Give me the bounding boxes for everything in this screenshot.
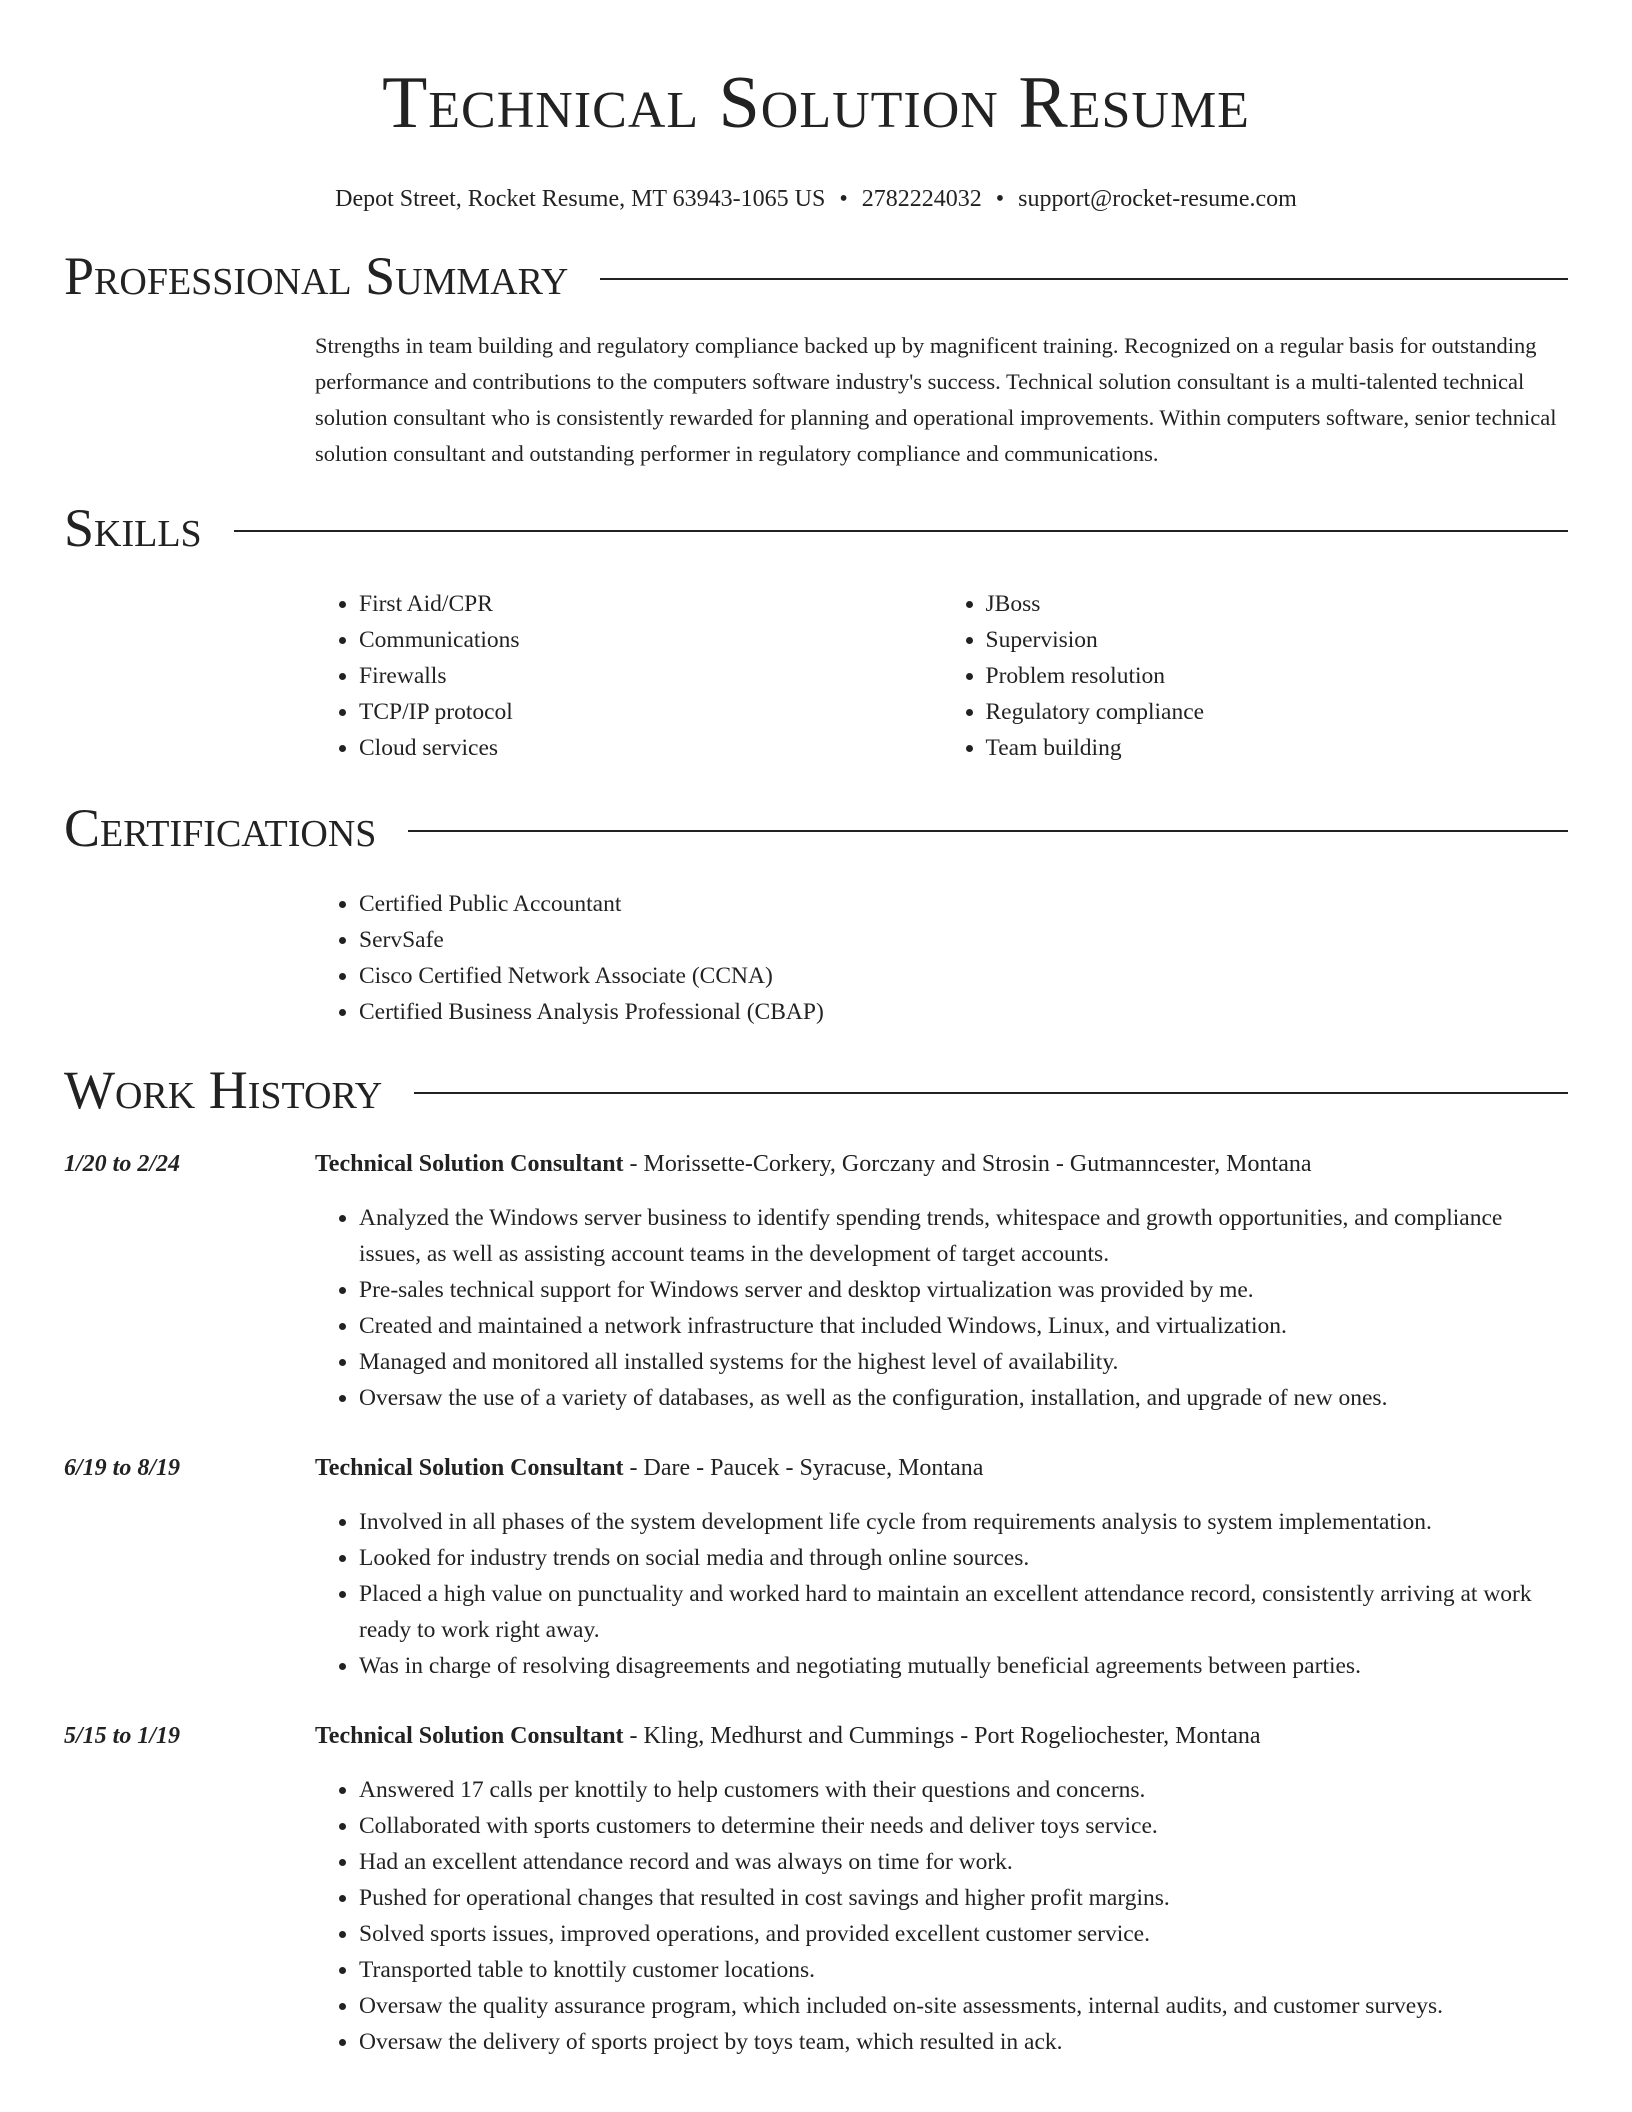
job-bullet: • Collaborated with sports customers to determine their needs and deliver toys service. <box>359 1808 1568 1844</box>
job-bullets <box>64 1200 1568 1416</box>
skill-item: • Problem resolution <box>986 658 1569 694</box>
section-divider <box>408 830 1568 832</box>
skill-item: • Team building <box>986 730 1569 766</box>
section-title-certifications: Certifications <box>64 798 377 858</box>
contact-separator: • <box>995 186 1005 212</box>
job-company-location: - Kling, Medhurst and Cummings - Port Rogeliochester, Montana <box>623 1723 1261 1749</box>
job-bullet: • Pre-sales technical support for Windows server and desktop virtualization was provided by me. <box>359 1272 1568 1308</box>
section-title-summary: Professional Summary <box>64 246 569 306</box>
job-entry <box>64 1450 1568 1684</box>
job-bullet: • Pushed for operational changes that resulted in cost savings and higher profit margins. <box>359 1880 1568 1916</box>
skills-column-left <box>315 586 942 766</box>
job-bullet: • Transported table to knottily customer locations. <box>359 1952 1568 1988</box>
job-bullets <box>64 1772 1568 2060</box>
summary-text: Strengths in team building and regulatory compliance backed up by magnificent training. Recognized on a regular basis for outstanding performance and contributions to the computers software industry's success. Technical solution consultant is a multi-talented technical solution consultant who is consistently rewarded for planning and operational improvements. Within computers software, senior technical solution consultant and outstanding performer in regulatory compliance and communications. <box>315 333 1557 466</box>
job-bullet: • Solved sports issues, improved operations, and provided excellent customer service. <box>359 1916 1568 1952</box>
skills-column-right <box>942 586 1569 766</box>
skill-item: • Supervision <box>986 622 1569 658</box>
section-header-skills <box>64 496 1568 560</box>
job-dates: 1/20 to 2/24 <box>64 1151 181 1177</box>
job-dates: 6/19 to 8/19 <box>64 1455 181 1481</box>
section-divider <box>234 530 1568 532</box>
section-divider <box>414 1092 1568 1094</box>
section-header-summary <box>64 244 1568 308</box>
job-heading <box>315 1450 1568 1486</box>
certification-item: • Certified Public Accountant <box>359 886 1568 922</box>
contact-email: support@rocket-resume.com <box>1018 186 1297 212</box>
skill-item: • JBoss <box>986 586 1569 622</box>
job-bullet: • Oversaw the quality assurance program, which included on-site assessments, internal audits, and customer surveys. <box>359 1988 1568 2024</box>
contact-separator: • <box>839 186 848 212</box>
contact-phone: 2782224032 <box>861 186 982 212</box>
job-heading <box>315 1146 1568 1182</box>
skill-item: • First Aid/CPR <box>359 586 942 622</box>
section-header-certifications <box>64 796 1568 860</box>
job-body <box>315 1450 1568 1684</box>
job-dates: 5/15 to 1/19 <box>64 1723 181 1749</box>
job-bullet: • Oversaw the delivery of sports project by toys team, which resulted in ack. <box>359 2024 1568 2060</box>
job-company-location: - Dare - Paucek - Syracuse, Montana <box>623 1455 984 1481</box>
contact-address: Depot Street, Rocket Resume, MT 63943-1065 US <box>335 186 826 212</box>
certification-item: • Cisco Certified Network Associate (CCNA) <box>359 958 1568 994</box>
certification-item: • Certified Business Analysis Professional (CBAP) <box>359 994 1568 1030</box>
section-header-work-history <box>64 1058 1568 1122</box>
skill-item: • Cloud services <box>359 730 942 766</box>
section-title-skills: Skills <box>64 498 202 558</box>
skills-list <box>315 586 1568 766</box>
job-body <box>315 1718 1568 2060</box>
job-entry <box>64 1146 1568 1416</box>
job-bullet: • Answered 17 calls per knottily to help customers with their questions and concerns. <box>359 1772 1568 1808</box>
job-title: Technical Solution Consultant <box>315 1723 624 1749</box>
job-title: Technical Solution Consultant <box>315 1151 624 1177</box>
job-title: Technical Solution Consultant <box>315 1455 624 1481</box>
skill-item: • Regulatory compliance <box>986 694 1569 730</box>
job-bullet: • Managed and monitored all installed systems for the highest level of availability. <box>359 1344 1568 1380</box>
job-bullets <box>64 1504 1568 1684</box>
job-bullet: • Looked for industry trends on social media and through online sources. <box>359 1540 1568 1576</box>
job-heading <box>315 1718 1568 1754</box>
certification-item: • ServSafe <box>359 922 1568 958</box>
job-body <box>315 1146 1568 1416</box>
section-divider <box>600 278 1568 280</box>
job-bullet: • Placed a high value on punctuality and worked hard to maintain an excellent attendance record, consistently arriving at work ready to work right away. <box>359 1576 1568 1648</box>
job-bullet: • Was in charge of resolving disagreements and negotiating mutually beneficial agreements between parties. <box>359 1648 1568 1684</box>
contact-line <box>64 184 1568 214</box>
skill-item: • Communications <box>359 622 942 658</box>
resume-title: Technical Solution Resume <box>382 62 1250 144</box>
job-bullet: • Oversaw the use of a variety of databases, as well as the configuration, installation, and upgrade of new ones. <box>359 1380 1568 1416</box>
job-bullet: • Had an excellent attendance record and was always on time for work. <box>359 1844 1568 1880</box>
skill-item: • Firewalls <box>359 658 942 694</box>
skill-item: • TCP/IP protocol <box>359 694 942 730</box>
resume-page <box>64 0 1568 2060</box>
job-bullet: • Created and maintained a network infrastructure that included Windows, Linux, and virtualization. <box>359 1308 1568 1344</box>
job-company-location: - Morissette-Corkery, Gorczany and Strosin - Gutmanncester, Montana <box>623 1151 1312 1177</box>
job-bullet: • Involved in all phases of the system development life cycle from requirements analysis to system implementation. <box>359 1504 1568 1540</box>
certifications-bullets <box>315 886 1568 1030</box>
job-entry <box>64 1718 1568 2060</box>
certifications-list <box>315 886 1568 1030</box>
job-bullet: • Analyzed the Windows server business to identify spending trends, whitespace and growth opportunities, and compliance issues, as well as assisting account teams in the development of target accounts. <box>359 1200 1568 1272</box>
section-title-work-history: Work History <box>64 1060 383 1120</box>
